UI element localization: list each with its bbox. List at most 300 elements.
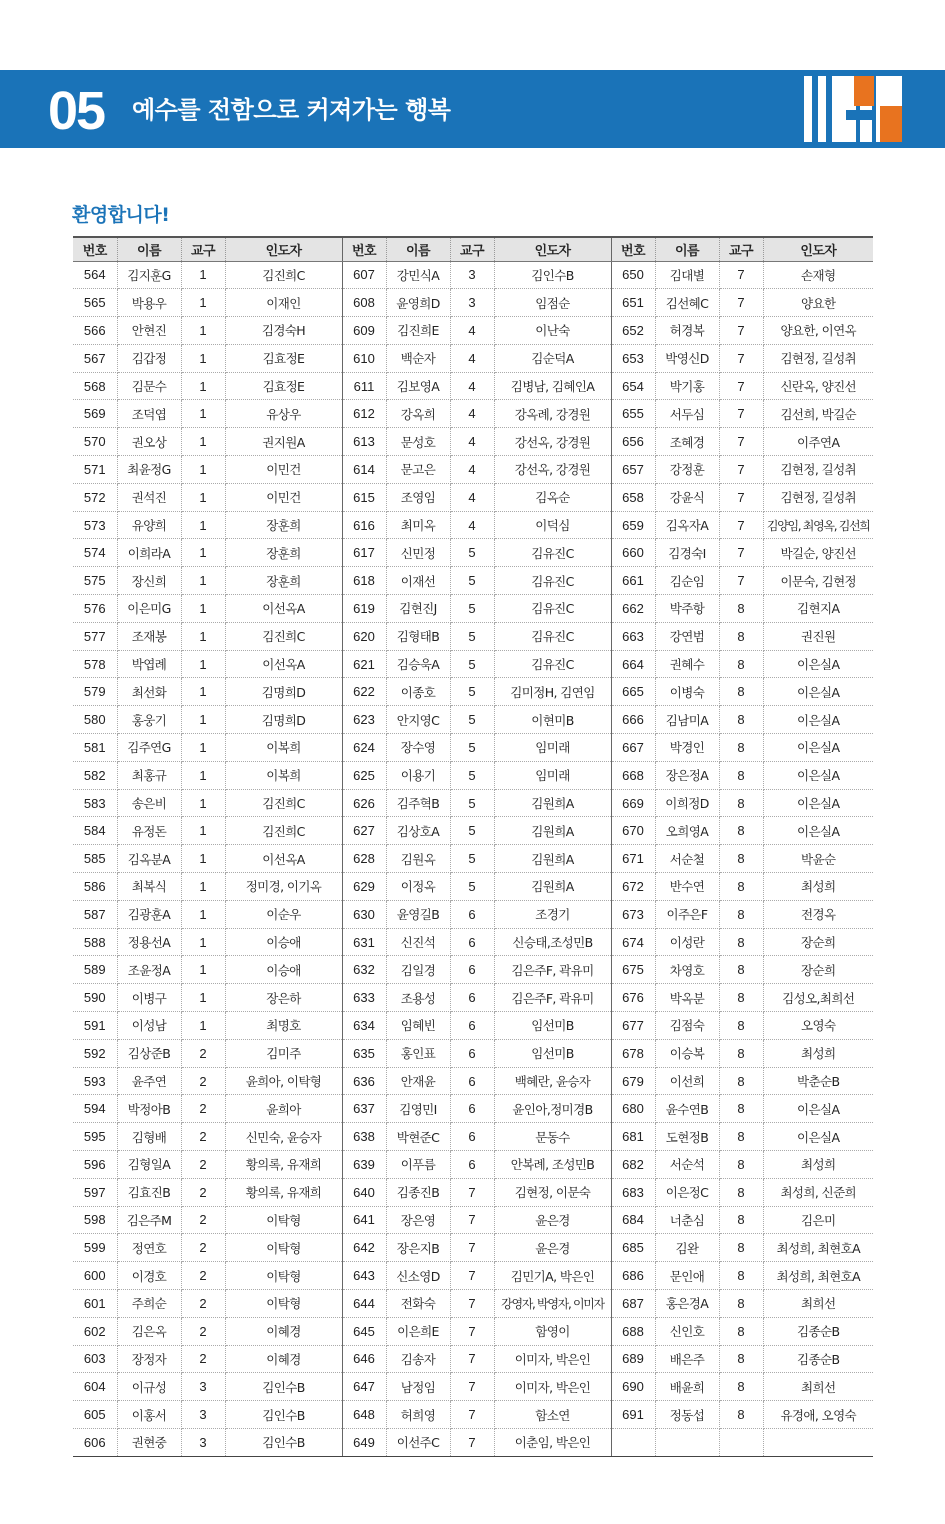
cell-district: 8	[719, 984, 763, 1012]
cell-number: 661	[611, 567, 655, 595]
cell-guide: 김유진C	[494, 650, 611, 678]
cell-number: 686	[611, 1262, 655, 1290]
cell-district: 7	[719, 317, 763, 345]
col-header-guide: 인도자	[225, 237, 342, 261]
cell-guide: 임점순	[494, 289, 611, 317]
cell-name: 김지훈G	[117, 261, 181, 289]
col-header-name: 이름	[117, 237, 181, 261]
cell-name: 김옥자A	[655, 511, 719, 539]
cell-district: 1	[181, 317, 225, 345]
table-row	[73, 873, 873, 901]
cell-guide: 김효정E	[225, 372, 342, 400]
cell-number: 577	[73, 622, 117, 650]
cell-district: 5	[450, 734, 494, 762]
table-row	[73, 1039, 873, 1067]
cell-name: 장은정A	[655, 761, 719, 789]
table-row	[73, 595, 873, 623]
cell-guide: 황의록, 유재희	[225, 1178, 342, 1206]
cell-district: 2	[181, 1289, 225, 1317]
cell-guide: 김종순B	[763, 1345, 873, 1373]
cell-guide: 이덕심	[494, 511, 611, 539]
cell-district: 8	[719, 1067, 763, 1095]
cell-name: 박용우	[117, 289, 181, 317]
cell-number: 601	[73, 1289, 117, 1317]
cell-district: 1	[181, 511, 225, 539]
table-row	[73, 289, 873, 317]
table-row	[73, 1206, 873, 1234]
cell-guide: 함소연	[494, 1401, 611, 1429]
cell-name: 너춘심	[655, 1206, 719, 1234]
cell-name: 최선화	[117, 678, 181, 706]
table-row	[73, 400, 873, 428]
cell-guide: 김병남, 김혜인A	[494, 372, 611, 400]
cell-name: 김현진J	[386, 595, 450, 623]
cell-name: 김승욱A	[386, 650, 450, 678]
cell-district: 1	[181, 873, 225, 901]
cell-number: 670	[611, 817, 655, 845]
cell-district: 2	[181, 1067, 225, 1095]
cell-guide: 윤은경	[494, 1206, 611, 1234]
cell-district: 5	[450, 539, 494, 567]
cell-guide: 김원희A	[494, 845, 611, 873]
cell-name: 배윤희	[655, 1373, 719, 1401]
cell-number: 639	[342, 1151, 386, 1179]
cell-number: 618	[342, 567, 386, 595]
cell-name: 김형배	[117, 1123, 181, 1151]
cell-number: 638	[342, 1123, 386, 1151]
cell-district: 5	[450, 761, 494, 789]
cell-number: 690	[611, 1373, 655, 1401]
table-row	[73, 1262, 873, 1290]
cell-name: 백순자	[386, 344, 450, 372]
cell-guide: 최성희	[763, 1151, 873, 1179]
cell-district: 6	[450, 1151, 494, 1179]
cell-guide: 이은실A	[763, 789, 873, 817]
cell-name: 김종진B	[386, 1178, 450, 1206]
cell-name: 박기홍	[655, 372, 719, 400]
cell-district: 8	[719, 1289, 763, 1317]
cell-guide: 이은실A	[763, 1095, 873, 1123]
cell-district: 1	[181, 539, 225, 567]
cell-district: 7	[719, 344, 763, 372]
cell-guide: 김인수B	[494, 261, 611, 289]
cell-guide: 김옥순	[494, 483, 611, 511]
cell-district: 3	[181, 1401, 225, 1429]
cell-guide: 김진희C	[225, 622, 342, 650]
cell-name: 김은옥	[117, 1317, 181, 1345]
cell-number: 680	[611, 1095, 655, 1123]
cell-number: 640	[342, 1178, 386, 1206]
cell-district: 2	[181, 1262, 225, 1290]
cell-district: 8	[719, 1345, 763, 1373]
cell-guide: 임미래	[494, 734, 611, 762]
cell-guide: 김민기A, 박은인	[494, 1262, 611, 1290]
cell-number: 625	[342, 761, 386, 789]
cell-number: 631	[342, 928, 386, 956]
cell-district: 5	[450, 678, 494, 706]
cell-guide: 양요한	[763, 289, 873, 317]
cell-name: 김효진B	[117, 1178, 181, 1206]
table-row	[73, 622, 873, 650]
cell-guide: 함영이	[494, 1317, 611, 1345]
cell-name: 김점숙	[655, 1012, 719, 1040]
col-header-guide: 인도자	[763, 237, 873, 261]
cell-district: 7	[450, 1345, 494, 1373]
cell-district: 1	[181, 372, 225, 400]
cell-guide: 이승애	[225, 928, 342, 956]
cell-name: 유양희	[117, 511, 181, 539]
cell-district: 3	[181, 1373, 225, 1401]
cell-district: 2	[181, 1123, 225, 1151]
cell-name: 강윤식	[655, 483, 719, 511]
cell-number: 588	[73, 928, 117, 956]
cell-district: 7	[450, 1373, 494, 1401]
cell-name: 조영임	[386, 483, 450, 511]
cell-name: 이종호	[386, 678, 450, 706]
cell-name: 김일경	[386, 956, 450, 984]
cell-guide: 김진희C	[225, 789, 342, 817]
cell-name: 이은미G	[117, 595, 181, 623]
cell-guide: 이탁형	[225, 1234, 342, 1262]
cell-guide: 이은실A	[763, 678, 873, 706]
cell-name: 이희정D	[655, 789, 719, 817]
col-header-district: 교구	[719, 237, 763, 261]
cell-number: 667	[611, 734, 655, 762]
cell-district: 8	[719, 956, 763, 984]
cell-number: 688	[611, 1317, 655, 1345]
col-header-number: 번호	[73, 237, 117, 261]
cell-name: 김순임	[655, 567, 719, 595]
cell-guide: 전경옥	[763, 900, 873, 928]
cell-district: 2	[181, 1234, 225, 1262]
cell-guide: 이복희	[225, 761, 342, 789]
table-row	[73, 734, 873, 762]
cell-guide: 이탁형	[225, 1289, 342, 1317]
cell-name: 안현진	[117, 317, 181, 345]
cell-district: 7	[719, 456, 763, 484]
cell-number: 681	[611, 1123, 655, 1151]
cell-district	[719, 1428, 763, 1456]
cell-name: 장수영	[386, 734, 450, 762]
table-row	[73, 1401, 873, 1429]
cell-guide: 안복례, 조성민B	[494, 1151, 611, 1179]
cell-guide: 김진희C	[225, 261, 342, 289]
cell-number: 608	[342, 289, 386, 317]
cell-guide: 임선미B	[494, 1039, 611, 1067]
cell-number: 644	[342, 1289, 386, 1317]
cell-district: 1	[181, 344, 225, 372]
cell-number: 572	[73, 483, 117, 511]
cell-number: 570	[73, 428, 117, 456]
cell-district: 7	[719, 539, 763, 567]
cell-number: 607	[342, 261, 386, 289]
cell-name: 서순철	[655, 845, 719, 873]
cell-name: 홍인표	[386, 1039, 450, 1067]
cell-district: 8	[719, 1178, 763, 1206]
cell-guide: 신민숙, 윤승자	[225, 1123, 342, 1151]
cell-number: 660	[611, 539, 655, 567]
cell-name: 이정옥	[386, 873, 450, 901]
cell-number: 585	[73, 845, 117, 873]
cell-name: 임혜빈	[386, 1012, 450, 1040]
cell-guide: 정미경, 이기옥	[225, 873, 342, 901]
cell-guide: 이춘임, 박은인	[494, 1428, 611, 1456]
cell-number: 691	[611, 1401, 655, 1429]
table-row	[73, 372, 873, 400]
cell-district: 4	[450, 317, 494, 345]
cell-guide: 김순덕A	[494, 344, 611, 372]
cell-name: 신민정	[386, 539, 450, 567]
cell-number: 603	[73, 1345, 117, 1373]
cell-name: 이용기	[386, 761, 450, 789]
cell-number: 664	[611, 650, 655, 678]
cell-number: 600	[73, 1262, 117, 1290]
table-header-row	[73, 237, 873, 261]
cell-guide: 최명호	[225, 1012, 342, 1040]
cell-number	[611, 1428, 655, 1456]
cell-name: 김상준B	[117, 1039, 181, 1067]
table-row	[73, 706, 873, 734]
table-row	[73, 428, 873, 456]
cell-guide: 오영숙	[763, 1012, 873, 1040]
cell-number: 643	[342, 1262, 386, 1290]
cell-district: 8	[719, 1262, 763, 1290]
cell-name: 이성란	[655, 928, 719, 956]
cell-district: 2	[181, 1095, 225, 1123]
cell-guide: 장훈희	[225, 539, 342, 567]
cell-guide: 이혜경	[225, 1317, 342, 1345]
cell-district: 7	[450, 1317, 494, 1345]
cell-guide: 윤희아	[225, 1095, 342, 1123]
cell-guide: 임미래	[494, 761, 611, 789]
cell-number: 606	[73, 1428, 117, 1456]
cell-name: 유정돈	[117, 817, 181, 845]
cell-number: 598	[73, 1206, 117, 1234]
cell-guide: 김현정, 길성취	[763, 344, 873, 372]
cell-number: 619	[342, 595, 386, 623]
cell-name: 차영호	[655, 956, 719, 984]
cell-district: 8	[719, 1206, 763, 1234]
cell-district: 6	[450, 1012, 494, 1040]
cell-name: 이병숙	[655, 678, 719, 706]
cell-number: 677	[611, 1012, 655, 1040]
cell-name: 김상호A	[386, 817, 450, 845]
cell-number: 569	[73, 400, 117, 428]
cell-district: 8	[719, 1151, 763, 1179]
cell-guide: 김효정E	[225, 344, 342, 372]
cell-name: 박정아B	[117, 1095, 181, 1123]
table-row	[73, 511, 873, 539]
cell-district: 8	[719, 1373, 763, 1401]
cell-number: 668	[611, 761, 655, 789]
cell-guide: 박길순, 양진선	[763, 539, 873, 567]
cell-district: 8	[719, 900, 763, 928]
cell-guide: 강영자, 박영자, 이미자	[494, 1289, 611, 1317]
cell-district: 3	[450, 261, 494, 289]
cell-guide: 이탁형	[225, 1206, 342, 1234]
cell-guide: 김유진C	[494, 567, 611, 595]
cell-guide: 최희선	[763, 1373, 873, 1401]
cell-number: 649	[342, 1428, 386, 1456]
cell-name: 김진희E	[386, 317, 450, 345]
cell-district: 6	[450, 1095, 494, 1123]
cell-district: 7	[450, 1234, 494, 1262]
cell-guide: 강선옥, 강경원	[494, 456, 611, 484]
cell-district: 1	[181, 845, 225, 873]
cell-district: 8	[719, 678, 763, 706]
cell-name: 이성남	[117, 1012, 181, 1040]
cell-district: 8	[719, 1123, 763, 1151]
cell-name: 송은비	[117, 789, 181, 817]
cell-number: 637	[342, 1095, 386, 1123]
cell-number: 683	[611, 1178, 655, 1206]
cell-guide: 최성희	[763, 873, 873, 901]
cell-number: 605	[73, 1401, 117, 1429]
cell-district: 1	[181, 928, 225, 956]
cell-name: 신인호	[655, 1317, 719, 1345]
cell-district: 5	[450, 706, 494, 734]
cell-number: 645	[342, 1317, 386, 1345]
cell-name: 최윤정G	[117, 456, 181, 484]
cell-name: 장신희	[117, 567, 181, 595]
cell-guide: 김현정, 길성취	[763, 483, 873, 511]
cell-guide: 김유진C	[494, 622, 611, 650]
cell-guide: 이은실A	[763, 706, 873, 734]
table-row	[73, 1095, 873, 1123]
cell-guide: 장순희	[763, 956, 873, 984]
cell-guide: 최성희, 최현호A	[763, 1262, 873, 1290]
cell-number: 582	[73, 761, 117, 789]
cell-guide: 양요한, 이연옥	[763, 317, 873, 345]
cell-number: 656	[611, 428, 655, 456]
cell-guide: 김명희D	[225, 678, 342, 706]
cell-district: 8	[719, 1039, 763, 1067]
cell-name: 이선희	[655, 1067, 719, 1095]
cell-district: 7	[719, 483, 763, 511]
cell-district: 2	[181, 1206, 225, 1234]
cell-name: 서두심	[655, 400, 719, 428]
cell-district: 8	[719, 845, 763, 873]
cell-number: 648	[342, 1401, 386, 1429]
cell-guide: 김미주	[225, 1039, 342, 1067]
cell-number: 571	[73, 456, 117, 484]
cell-district: 7	[719, 428, 763, 456]
cell-number: 620	[342, 622, 386, 650]
cell-district: 1	[181, 956, 225, 984]
cell-guide: 이탁형	[225, 1262, 342, 1290]
cell-district: 8	[719, 1095, 763, 1123]
cell-district: 8	[719, 761, 763, 789]
cell-number: 597	[73, 1178, 117, 1206]
cell-guide: 이재인	[225, 289, 342, 317]
cell-district: 7	[450, 1428, 494, 1456]
cell-number: 624	[342, 734, 386, 762]
cell-guide: 문동수	[494, 1123, 611, 1151]
cell-name: 조윤정A	[117, 956, 181, 984]
cell-number: 589	[73, 956, 117, 984]
cell-name: 장정자	[117, 1345, 181, 1373]
section-title: 환영합니다!	[72, 204, 170, 226]
cell-name: 김형태B	[386, 622, 450, 650]
cell-number: 673	[611, 900, 655, 928]
cell-number: 679	[611, 1067, 655, 1095]
cell-number: 594	[73, 1095, 117, 1123]
cell-number: 653	[611, 344, 655, 372]
cell-name: 홍은경A	[655, 1289, 719, 1317]
cell-name: 김옥분A	[117, 845, 181, 873]
cell-district: 6	[450, 900, 494, 928]
cell-name: 주희순	[117, 1289, 181, 1317]
cell-number: 632	[342, 956, 386, 984]
cell-number: 634	[342, 1012, 386, 1040]
cell-name: 이희라A	[117, 539, 181, 567]
cell-number: 642	[342, 1234, 386, 1262]
cell-district: 1	[181, 650, 225, 678]
cell-number: 635	[342, 1039, 386, 1067]
cell-district: 4	[450, 344, 494, 372]
cell-number: 613	[342, 428, 386, 456]
cell-number: 628	[342, 845, 386, 873]
cell-guide: 장순희	[763, 928, 873, 956]
cell-guide: 김유진C	[494, 539, 611, 567]
cell-number: 586	[73, 873, 117, 901]
cell-district: 1	[181, 1012, 225, 1040]
cell-guide: 김현정, 이문숙	[494, 1178, 611, 1206]
cell-guide: 김종순B	[763, 1317, 873, 1345]
cell-guide: 김인수B	[225, 1401, 342, 1429]
chapter-title: 예수를 전함으로 커져가는 행복	[132, 96, 451, 124]
cell-guide: 이선옥A	[225, 845, 342, 873]
cell-number: 568	[73, 372, 117, 400]
table-row	[73, 1234, 873, 1262]
cell-guide: 김은주F, 곽유미	[494, 956, 611, 984]
cell-district: 4	[450, 511, 494, 539]
col-header-name: 이름	[386, 237, 450, 261]
cell-name: 신소영D	[386, 1262, 450, 1290]
cell-district: 1	[181, 428, 225, 456]
cell-number: 659	[611, 511, 655, 539]
cell-number: 578	[73, 650, 117, 678]
cell-district: 6	[450, 1039, 494, 1067]
cell-district: 8	[719, 1401, 763, 1429]
cell-district: 1	[181, 678, 225, 706]
cell-district: 8	[719, 734, 763, 762]
table-row	[73, 344, 873, 372]
cell-number: 581	[73, 734, 117, 762]
table-row	[73, 317, 873, 345]
cell-district: 8	[719, 650, 763, 678]
chapter-number: 05	[48, 81, 105, 141]
cell-name: 강연범	[655, 622, 719, 650]
cell-name: 도현정B	[655, 1123, 719, 1151]
cell-number: 615	[342, 483, 386, 511]
cell-district: 5	[450, 789, 494, 817]
table-row	[73, 900, 873, 928]
cell-number: 612	[342, 400, 386, 428]
cell-number: 671	[611, 845, 655, 873]
cell-guide: 김양임, 최영옥, 김선희	[763, 511, 873, 539]
table-row	[73, 845, 873, 873]
cell-number: 622	[342, 678, 386, 706]
cell-guide: 황의록, 유재희	[225, 1151, 342, 1179]
cell-district: 8	[719, 1234, 763, 1262]
cell-name: 조덕엽	[117, 400, 181, 428]
cell-district: 5	[450, 845, 494, 873]
col-header-number: 번호	[342, 237, 386, 261]
cell-guide: 윤희아, 이탁형	[225, 1067, 342, 1095]
cell-district: 7	[450, 1289, 494, 1317]
table-row	[73, 1428, 873, 1456]
